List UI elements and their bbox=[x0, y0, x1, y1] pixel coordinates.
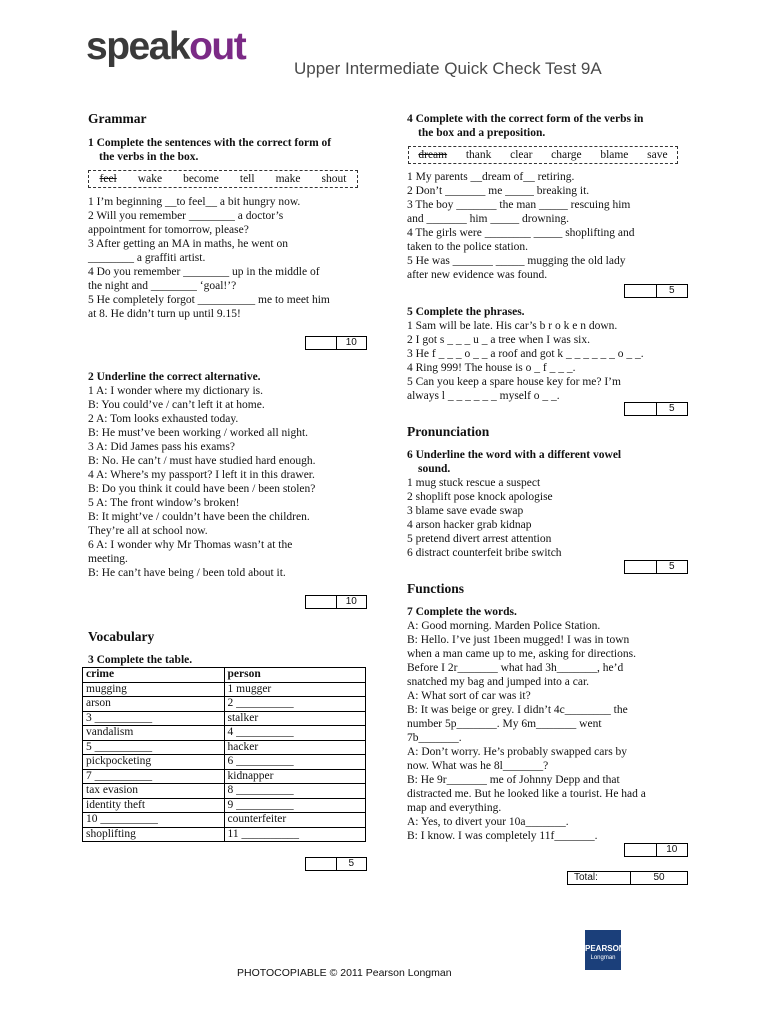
dialogue-line: 5 A: The front window’s broken! bbox=[88, 497, 240, 509]
table-cell: counterfeiter bbox=[224, 813, 366, 828]
table-row bbox=[83, 798, 366, 813]
dialogue-line: B: He can’t have being / been told about it. bbox=[88, 567, 286, 579]
table-cell: pickpocketing bbox=[83, 755, 225, 770]
sentence-line: 2 Will you remember ________ a doctor’s bbox=[88, 210, 284, 222]
dialogue-line: B: He 9r_______ me of Johnny Depp and that bbox=[407, 774, 620, 786]
dialogue-line: A: What sort of car was it? bbox=[407, 690, 531, 702]
functions-heading: Functions bbox=[407, 581, 465, 596]
sentence-line: taken to the police station. bbox=[407, 241, 529, 253]
table-cell: 5 __________ bbox=[83, 740, 225, 755]
sentence-line: at 8. He didn’t turn up until 9.15! bbox=[88, 308, 241, 320]
dialogue-line: 6 A: I wonder why Mr Thomas wasn’t at the bbox=[88, 539, 293, 551]
q5-score-box: 5 bbox=[624, 402, 688, 416]
sentence-line: 4 Do you remember ________ up in the middle of bbox=[88, 266, 320, 278]
dialogue-line: B: No. He can’t / must have studied hard enough. bbox=[88, 455, 316, 467]
table-cell: 1 mugger bbox=[224, 682, 366, 697]
q4-score-box: 5 bbox=[624, 284, 688, 298]
table-row bbox=[83, 784, 366, 799]
pearson-logo: PEARSON Longman bbox=[585, 930, 621, 970]
table-cell: 4 __________ bbox=[224, 726, 366, 741]
table-header-row bbox=[83, 668, 366, 683]
dialogue-line: They’re all at school now. bbox=[88, 525, 208, 537]
sentence-line: 1 I’m beginning __to feel__ a bit hungry now. bbox=[88, 196, 301, 208]
dialogue-line: B: Hello. I’ve just 1been mugged! I was in town bbox=[407, 634, 630, 646]
dialogue-line: 4 A: Where’s my passport? I left it in this drawer. bbox=[88, 469, 315, 481]
table-cell: 8 __________ bbox=[224, 784, 366, 799]
table-row bbox=[83, 755, 366, 770]
phrase-line: 3 He f _ _ _ o _ _ a roof and got k _ _ _ _ _ _ o _ _. bbox=[407, 348, 644, 360]
dialogue-line: 7b_______. bbox=[407, 732, 462, 744]
crime-table bbox=[82, 667, 366, 842]
q2-title: 2 Underline the correct alternative. bbox=[88, 371, 261, 383]
pronunciation-heading: Pronunciation bbox=[407, 424, 490, 439]
word-set-line: 3 blame save evade swap bbox=[407, 505, 524, 517]
sentence-line: 1 My parents __dream of__ retiring. bbox=[407, 171, 575, 183]
column-header-person: person bbox=[224, 668, 366, 683]
word-box-item: shout bbox=[321, 173, 347, 185]
sentence-line: and _______ him _____ drowning. bbox=[407, 213, 569, 225]
word-box-item: charge bbox=[551, 149, 582, 161]
table-cell: shoplifting bbox=[83, 827, 225, 842]
dialogue-line: 3 A: Did James pass his exams? bbox=[88, 441, 235, 453]
sentence-line: 4 The girls were ________ _____ shoplifting and bbox=[407, 227, 635, 239]
word-box-item: save bbox=[647, 149, 668, 161]
table-cell: 3 __________ bbox=[83, 711, 225, 726]
sentence-line: 5 He completely forgot __________ me to meet him bbox=[88, 294, 330, 306]
total-score-box: Total: 50 bbox=[567, 871, 688, 885]
sentence-line: the night and ________ ‘goal!’? bbox=[88, 280, 237, 292]
grammar-heading: Grammar bbox=[88, 111, 147, 126]
table-row bbox=[83, 697, 366, 712]
dialogue-line: B: I know. I was completely 11f_______. bbox=[407, 830, 598, 842]
q5-phrases bbox=[407, 319, 644, 403]
dialogue-line: A: Yes, to divert your 10a_______. bbox=[407, 816, 569, 828]
speakout-logo: speakout bbox=[86, 25, 246, 68]
phrase-line: 4 Ring 999! The house is o _ f _ _ _. bbox=[407, 362, 576, 374]
dialogue-line: meeting. bbox=[88, 553, 128, 565]
word-box-item: tell bbox=[239, 173, 255, 185]
sentence-line: 2 Don’t _______ me _____ breaking it. bbox=[407, 185, 590, 197]
table-cell: 2 __________ bbox=[224, 697, 366, 712]
q7-title: 7 Complete the words. bbox=[407, 606, 517, 618]
word-set-line: 1 mug stuck rescue a suspect bbox=[407, 477, 541, 489]
table-cell: hacker bbox=[224, 740, 366, 755]
q6-score-box: 5 bbox=[624, 560, 688, 574]
table-cell: tax evasion bbox=[83, 784, 225, 799]
sentence-line: ________ a graffiti artist. bbox=[88, 252, 206, 264]
table-cell: 9 __________ bbox=[224, 798, 366, 813]
table-cell: 7 __________ bbox=[83, 769, 225, 784]
q3-score-box: 5 bbox=[305, 857, 367, 871]
word-box-item: dream bbox=[418, 149, 448, 161]
dialogue-line: when a man came up to me, asking for directions. bbox=[407, 648, 636, 660]
q2-dialogues bbox=[88, 384, 316, 580]
word-box-item: feel bbox=[99, 173, 117, 185]
table-row bbox=[83, 726, 366, 741]
dialogue-line: A: Don’t worry. He’s probably swapped cars by bbox=[407, 746, 628, 758]
table-cell: kidnapper bbox=[224, 769, 366, 784]
sentence-line: after new evidence was found. bbox=[407, 269, 548, 281]
dialogue-line: A: Good morning. Marden Police Station. bbox=[407, 620, 601, 632]
dialogue-line: 2 A: Tom looks exhausted today. bbox=[88, 413, 239, 425]
table-row bbox=[83, 813, 366, 828]
word-box-item: wake bbox=[137, 173, 163, 185]
dialogue-line: map and everything. bbox=[407, 802, 502, 814]
dialogue-line: B: He must’ve been working / worked all night. bbox=[88, 427, 309, 439]
word-box-item: blame bbox=[600, 149, 629, 161]
q4-word-box bbox=[408, 146, 678, 164]
word-set-line: 5 pretend divert arrest attention bbox=[407, 533, 552, 545]
vocabulary-heading: Vocabulary bbox=[88, 629, 155, 644]
dialogue-line: number 5p_______. My 6m_______ went bbox=[407, 718, 602, 730]
word-box-item: make bbox=[275, 173, 301, 185]
table-cell: vandalism bbox=[83, 726, 225, 741]
dialogue-line: B: Do you think it could have been / been stolen? bbox=[88, 483, 316, 495]
dialogue-line: snatched my bag and jumped into a car. bbox=[407, 676, 590, 688]
q6-title: 6 Underline the word with a different vowel sound. bbox=[407, 449, 622, 475]
sentence-line: 3 The boy _______ the man _____ rescuing him bbox=[407, 199, 631, 211]
q6-word-sets bbox=[407, 476, 562, 560]
q1-score-box: 10 bbox=[305, 336, 367, 350]
page-title: Upper Intermediate Quick Check Test 9A bbox=[294, 59, 602, 78]
table-row bbox=[83, 740, 366, 755]
word-set-line: 2 shoplift pose knock apologise bbox=[407, 491, 553, 503]
q1-sentences bbox=[88, 195, 330, 321]
dialogue-line: B: It was beige or grey. I didn’t 4c________ the bbox=[407, 704, 628, 716]
table-row bbox=[83, 711, 366, 726]
table-cell: mugging bbox=[83, 682, 225, 697]
q7-dialogue bbox=[407, 619, 646, 843]
q1-word-box bbox=[88, 170, 358, 188]
phrase-line: 5 Can you keep a spare house key for me? I’m bbox=[407, 376, 621, 388]
word-box-item: become bbox=[183, 173, 219, 185]
sentence-line: 3 After getting an MA in maths, he went on bbox=[88, 238, 288, 250]
q1-title: 1 Complete the sentences with the correct form of the verbs in the box. bbox=[88, 137, 332, 163]
table-row bbox=[83, 682, 366, 697]
word-set-line: 4 arson hacker grab kidnap bbox=[407, 519, 532, 531]
q7-score-box: 10 bbox=[624, 843, 688, 857]
sentence-line: 5 He was _______ _____ mugging the old lady bbox=[407, 255, 626, 267]
table-cell: 6 __________ bbox=[224, 755, 366, 770]
column-header-crime: crime bbox=[83, 668, 225, 683]
table-cell: arson bbox=[83, 697, 225, 712]
dialogue-line: B: You could’ve / can’t left it at home. bbox=[88, 399, 265, 411]
table-row bbox=[83, 769, 366, 784]
table-cell: stalker bbox=[224, 711, 366, 726]
phrase-line: 2 I got s _ _ _ u _ a tree when I was six. bbox=[407, 334, 591, 346]
table-cell: identity theft bbox=[83, 798, 225, 813]
q5-title: 5 Complete the phrases. bbox=[407, 306, 525, 318]
dialogue-line: Before I 2r_______ what had 3h_______, he’d bbox=[407, 662, 624, 674]
table-cell: 10 __________ bbox=[83, 813, 225, 828]
dialogue-line: now. What was he 8l_______? bbox=[407, 760, 549, 772]
q2-score-box: 10 bbox=[305, 595, 367, 609]
word-box-item: clear bbox=[510, 149, 533, 161]
word-box-item: thank bbox=[465, 149, 492, 161]
phrase-line: 1 Sam will be late. His car’s b r o k e n down. bbox=[407, 320, 618, 332]
dialogue-line: B: It might’ve / couldn’t have been the children. bbox=[88, 511, 310, 523]
phrase-line: always l _ _ _ _ _ _ myself o _ _. bbox=[407, 390, 560, 402]
table-cell: 11 __________ bbox=[224, 827, 366, 842]
q3-title: 3 Complete the table. bbox=[88, 654, 193, 666]
dialogue-line: distracted me. But he looked like a tourist. He had a bbox=[407, 788, 646, 800]
copyright-footer: PHOTOCOPIABLE © 2011 Pearson Longman bbox=[237, 967, 452, 979]
table-row bbox=[83, 827, 366, 842]
dialogue-line: 1 A: I wonder where my dictionary is. bbox=[88, 385, 264, 397]
q4-title: 4 Complete with the correct form of the verbs in the box and a preposition. bbox=[407, 113, 644, 139]
sentence-line: appointment for tomorrow, please? bbox=[88, 224, 249, 236]
q4-sentences bbox=[407, 170, 635, 282]
word-set-line: 6 distract counterfeit bribe switch bbox=[407, 547, 562, 559]
